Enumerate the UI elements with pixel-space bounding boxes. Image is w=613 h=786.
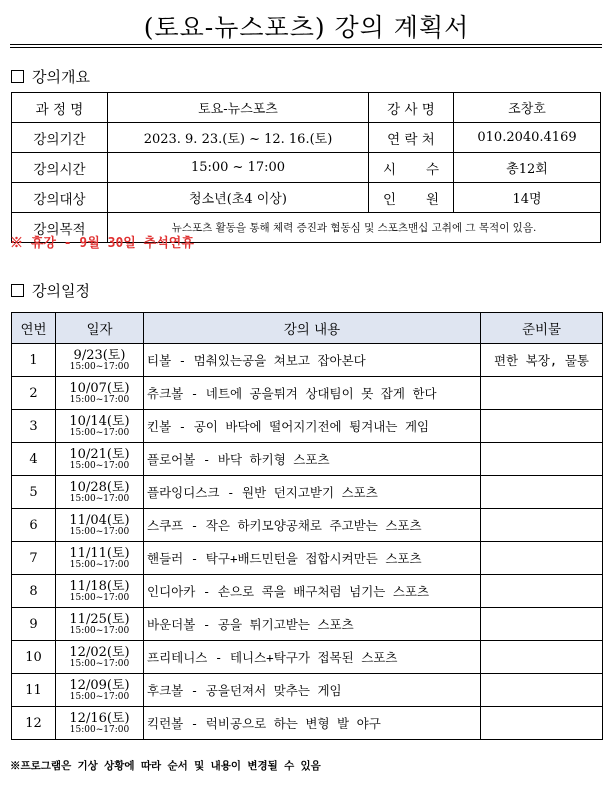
row-number: 8 <box>12 575 56 608</box>
row-date-cell <box>56 443 144 476</box>
table-row <box>12 608 603 641</box>
row-number: 2 <box>12 377 56 410</box>
schedule-table <box>11 312 603 740</box>
sessions-label: 시 수 <box>369 153 454 183</box>
row-prep <box>481 443 603 476</box>
row-content: 바운더볼 - 공을 튀기고받는 스포츠 <box>144 608 481 641</box>
row-prep <box>481 608 603 641</box>
col-header-no: 연번 <box>12 313 56 344</box>
overview-row-target <box>12 183 601 213</box>
row-date-cell <box>56 476 144 509</box>
overview-row-time <box>12 153 601 183</box>
row-date: 10/07(토) <box>69 380 130 396</box>
row-time: 15:00~17:00 <box>69 559 130 570</box>
row-date-cell <box>56 575 144 608</box>
row-number: 4 <box>12 443 56 476</box>
row-date: 11/18(토) <box>69 578 130 594</box>
capacity-value: 14명 <box>454 183 601 213</box>
row-number: 11 <box>12 674 56 707</box>
table-row <box>12 377 603 410</box>
sessions-value: 총12회 <box>454 153 601 183</box>
row-prep <box>481 377 603 410</box>
instructor-value: 조창호 <box>454 93 601 123</box>
row-prep: 편한 복장, 물통 <box>481 344 603 377</box>
row-number: 5 <box>12 476 56 509</box>
overview-row-period <box>12 123 601 153</box>
target-value: 청소년(초4 이상) <box>108 183 369 213</box>
period-value: 2023. 9. 23.(토) ~ 12. 16.(토) <box>108 123 369 153</box>
course-name-value: 토요-뉴스포츠 <box>108 93 369 123</box>
row-content: 플로어볼 - 바닥 하키형 스포츠 <box>144 443 481 476</box>
row-date-cell <box>56 674 144 707</box>
period-label: 강의기간 <box>12 123 108 153</box>
instructor-label: 강 사 명 <box>369 93 454 123</box>
table-row <box>12 707 603 740</box>
title-divider-bottom <box>10 47 602 48</box>
capacity-label: 인 원 <box>369 183 454 213</box>
purpose-value: 뉴스포츠 활동을 통해 체력 증진과 협동심 및 스포츠맨십 고취에 그 목적이 있음. <box>108 213 601 243</box>
checkbox-icon <box>11 284 24 297</box>
row-number: 9 <box>12 608 56 641</box>
row-date: 12/02(토) <box>69 644 130 660</box>
row-date-cell <box>56 641 144 674</box>
row-date: 12/09(토) <box>69 677 130 693</box>
row-date-cell <box>56 410 144 443</box>
contact-value: 010.2040.4169 <box>454 123 601 153</box>
row-prep <box>481 542 603 575</box>
row-date-cell <box>56 377 144 410</box>
row-prep <box>481 641 603 674</box>
overview-table <box>11 92 601 243</box>
row-time: 15:00~17:00 <box>69 691 130 702</box>
table-row <box>12 674 603 707</box>
footer-note: ※프로그램은 기상 상황에 따라 순서 및 내용이 변경될 수 있음 <box>10 760 321 772</box>
row-prep <box>481 674 603 707</box>
row-time: 15:00~17:00 <box>69 724 130 735</box>
row-date: 11/25(토) <box>69 611 130 627</box>
overview-row-name <box>12 93 601 123</box>
row-number: 1 <box>12 344 56 377</box>
schedule-body <box>12 344 603 740</box>
title-divider-top <box>10 44 602 45</box>
col-header-date: 일자 <box>56 313 144 344</box>
row-number: 3 <box>12 410 56 443</box>
time-value: 15:00 ~ 17:00 <box>108 153 369 183</box>
table-row <box>12 641 603 674</box>
course-name-label: 과 정 명 <box>12 93 108 123</box>
col-header-content: 강의 내용 <box>144 313 481 344</box>
row-time: 15:00~17:00 <box>69 427 130 438</box>
row-prep <box>481 707 603 740</box>
row-prep <box>481 509 603 542</box>
table-row <box>12 542 603 575</box>
row-prep <box>481 476 603 509</box>
row-time: 15:00~17:00 <box>69 592 130 603</box>
row-date-cell <box>56 608 144 641</box>
page-title: (토요-뉴스포츠) 강의 계획서 <box>143 13 470 42</box>
row-date: 10/21(토) <box>69 446 130 462</box>
table-row <box>12 443 603 476</box>
row-time: 15:00~17:00 <box>69 493 130 504</box>
row-date: 9/23(토) <box>73 347 126 363</box>
row-number: 7 <box>12 542 56 575</box>
row-number: 6 <box>12 509 56 542</box>
row-date-cell <box>56 344 144 377</box>
row-content: 츄크볼 - 네트에 공을튀겨 상대팀이 못 잡게 한다 <box>144 377 481 410</box>
table-row <box>12 575 603 608</box>
time-label: 강의시간 <box>12 153 108 183</box>
schedule-section-heading <box>11 280 90 301</box>
row-date: 11/04(토) <box>69 512 130 528</box>
table-row <box>12 410 603 443</box>
row-date: 10/14(토) <box>69 413 130 429</box>
row-prep <box>481 410 603 443</box>
table-row <box>12 476 603 509</box>
row-time: 15:00~17:00 <box>69 526 130 537</box>
target-label: 강의대상 <box>12 183 108 213</box>
overview-heading-text: 강의개요 <box>32 68 90 86</box>
row-date-cell <box>56 509 144 542</box>
row-time: 15:00~17:00 <box>69 658 130 669</box>
row-date-cell <box>56 542 144 575</box>
checkbox-icon <box>11 70 24 83</box>
row-date: 12/16(토) <box>69 710 130 726</box>
row-date: 10/28(토) <box>69 479 130 495</box>
col-header-prep: 준비물 <box>481 313 603 344</box>
purpose-label: 강의목적 <box>12 213 108 243</box>
table-row <box>12 344 603 377</box>
row-date-cell <box>56 707 144 740</box>
row-time: 15:00~17:00 <box>69 625 130 636</box>
row-content: 핸들러 - 탁구+배드민턴을 접합시켜만든 스포츠 <box>144 542 481 575</box>
schedule-heading-text: 강의일정 <box>32 282 90 300</box>
row-time: 15:00~17:00 <box>69 460 130 471</box>
row-content: 킥런볼 - 럭비공으로 하는 변형 발 야구 <box>144 707 481 740</box>
row-time: 15:00~17:00 <box>69 394 130 405</box>
schedule-header-row <box>12 313 603 344</box>
row-time: 15:00~17:00 <box>69 361 130 372</box>
row-content: 티볼 - 멈춰있는공을 쳐보고 잡아본다 <box>144 344 481 377</box>
row-content: 프리테니스 - 테니스+탁구가 접목된 스포츠 <box>144 641 481 674</box>
table-row <box>12 509 603 542</box>
row-number: 12 <box>12 707 56 740</box>
row-content: 후크볼 - 공을던져서 맞추는 게임 <box>144 674 481 707</box>
row-content: 플라잉디스크 - 원반 던지고받기 스포츠 <box>144 476 481 509</box>
overview-section-heading <box>11 66 90 87</box>
holiday-note: ※ 휴강 - 9월 30일 추석연휴 <box>10 236 194 251</box>
row-date: 11/11(토) <box>69 545 130 561</box>
row-content: 스쿠프 - 작은 하키모양공채로 주고받는 스포츠 <box>144 509 481 542</box>
contact-label: 연 락 처 <box>369 123 454 153</box>
row-content: 인디아카 - 손으로 콕을 배구처럼 넘기는 스포츠 <box>144 575 481 608</box>
row-content: 킨볼 - 공이 바닥에 떨어지기전에 튕겨내는 게임 <box>144 410 481 443</box>
row-number: 10 <box>12 641 56 674</box>
row-prep <box>481 575 603 608</box>
